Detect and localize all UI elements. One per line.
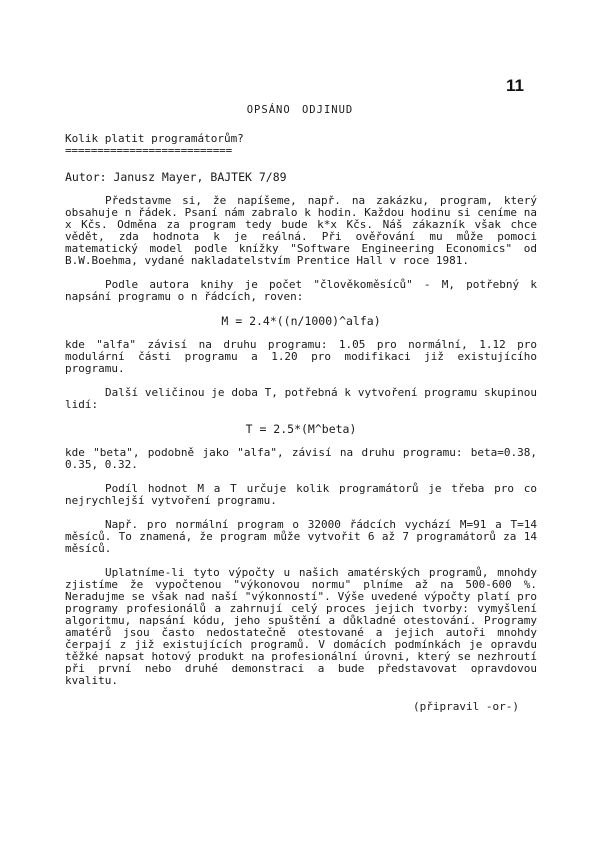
paragraph-8: Uplatníme-li tyto výpočty u našich amatérských programů, mnohdy zjistíme že vypočtenou "výkonovou normu" plníme až na 500-600 %. Neradujme se však nad naší "výkonností". Výše uvedené výpočty platí pro programy profesionálů a zahrnují celý proces jejich tvorby: vymyšlení algoritmu, napsání kódu, jeho spuštění a důkladné otestování. Programy amatérů jsou často nedostatečně otestované a jejich autoři mnohdy čerpají z již existujících programů. V domácích podmínkách je opravdu těžké napsat hotový produkt na profesionální úrovni, který se nezhroutí při první nebo druhé demonstraci a bude představovat opravdovou kvalitu. — [65, 566, 537, 687]
section-title: OPSÁNO ODJINUD — [246, 104, 354, 116]
formula-m: M = 2.4*((n/1000)^alfa) — [221, 314, 381, 328]
paragraph-2: Podle autora knihy je počet "člověkoměsíců" - M, potřebný k napsání programu o n řádcích, roven: — [65, 278, 537, 303]
paragraph-5: kde "beta", podobně jako "alfa", závisí na druhu programu: beta=0.38, 0.35, 0.32. — [65, 446, 537, 471]
article-title: Kolik platit programátorům? — [65, 132, 244, 145]
page-number: 11 — [506, 76, 524, 95]
signature: (připravil -or-) — [413, 700, 519, 713]
title-underline: ========================== — [65, 145, 232, 157]
paragraph-6: Podíl hodnot M a T určuje kolik programátorů je třeba pro co nejrychlejší vytvoření programu. — [65, 482, 537, 507]
article-body — [65, 133, 537, 713]
paragraph-7: Např. pro normální program o 32000 řádcích vychází M=91 a T=14 měsíců. To znamená, že program může vytvořit 6 až 7 programátorů za 14 měsíců. — [65, 518, 537, 555]
paragraph-4: Další veličinou je doba T, potřebná k vytvoření programu skupinou lidí: — [65, 386, 537, 411]
article-author: Autor: Janusz Mayer, BAJTEK 7/89 — [65, 170, 287, 184]
formula-t: T = 2.5*(M^beta) — [245, 422, 357, 436]
paragraph-3: kde "alfa" závisí na druhu programu: 1.05 pro normální, 1.12 pro modulární části programu a 1.20 pro modifikaci již existujícího programu. — [65, 338, 537, 375]
paragraph-1: Představme si, že napíšeme, např. na zakázku, program, který obsahuje n řádek. Psaní nám zabralo k hodin. Každou hodinu si ceníme na x Kčs. Odměna za program tedy bude k*x Kčs. Náš zákazník však chce vědět, zda hodnota k je reálná. Při ověřování mu může pomoci matematický model podle knížky "Software Engineering Economics" od B.W.Boehma, vydané nakladatelstvím Prentice Hall v roce 1981. — [65, 194, 537, 267]
